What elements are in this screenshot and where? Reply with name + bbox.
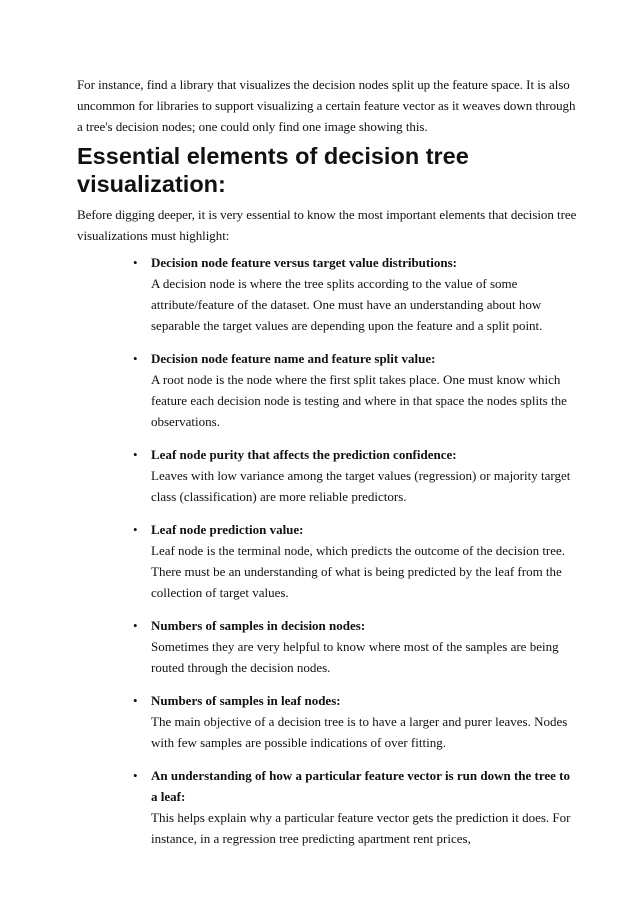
item-body: Sometimes they are very helpful to know where most of the samples are being routed through the decision nodes.: [151, 639, 559, 675]
list-item: [77, 615, 577, 678]
section-heading: Essential elements of decision tree visualization:: [77, 143, 469, 197]
item-title: An understanding of how a particular feature vector is run down the tree to a leaf:: [151, 768, 571, 804]
bullet-icon: •: [133, 255, 138, 270]
lead-paragraph: Before digging deeper, it is very essential to know the most important elements that decision tree visualizations must highlight:: [77, 207, 577, 243]
item-title: Numbers of samples in decision nodes:: [151, 618, 366, 633]
document-page: [77, 74, 577, 861]
item-title: Leaf node purity that affects the prediction confidence:: [151, 447, 457, 462]
item-body: Leaf node is the terminal node, which predicts the outcome of the decision tree. There must be an understanding of what is being predicted by the leaf from the collection of target values.: [151, 543, 566, 600]
item-body: A root node is the node where the first split takes place. One must know which feature each decision node is testing and where in that space the nodes splits the observations.: [151, 372, 567, 429]
item-body: A decision node is where the tree splits according to the value of some attribute/feature of the dataset. One must have an understanding about how separable the target values are depending upon the feature and a split point.: [151, 276, 543, 333]
intro-paragraph: For instance, find a library that visualizes the decision nodes split up the feature space. It is also uncommon for libraries to support visualizing a certain feature vector as it weaves down through a tree's decision nodes; one could only find one image showing this.: [77, 77, 576, 134]
item-title: Decision node feature name and feature split value:: [151, 351, 436, 366]
item-body: The main objective of a decision tree is to have a larger and purer leaves. Nodes with few samples are possible indications of over fitting.: [151, 714, 568, 750]
list-item: [77, 765, 577, 849]
bullet-icon: •: [133, 522, 138, 537]
bullet-icon: •: [133, 618, 138, 633]
item-title: Leaf node prediction value:: [151, 522, 304, 537]
elements-list: [77, 252, 577, 849]
bullet-icon: •: [133, 351, 138, 366]
item-body: Leaves with low variance among the target values (regression) or majority target class (classification) are more reliable predictors.: [151, 468, 571, 504]
list-item: [77, 690, 577, 753]
item-body: This helps explain why a particular feature vector gets the prediction it does. For instance, in a regression tree predicting apartment rent prices,: [151, 810, 571, 846]
list-item: [77, 252, 577, 336]
list-item: [77, 348, 577, 432]
bullet-icon: •: [133, 768, 138, 783]
item-title: Numbers of samples in leaf nodes:: [151, 693, 341, 708]
bullet-icon: •: [133, 693, 138, 708]
list-item: [77, 444, 577, 507]
list-item: [77, 519, 577, 603]
item-title: Decision node feature versus target value distributions:: [151, 255, 457, 270]
bullet-icon: •: [133, 447, 138, 462]
